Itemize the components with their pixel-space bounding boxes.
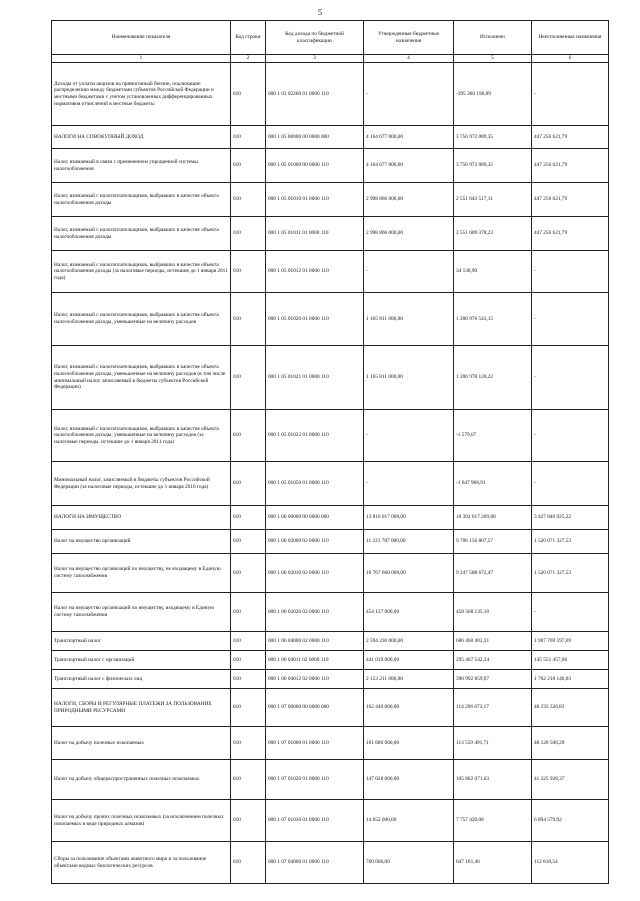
row-name: Налог на имущество организаций: [52, 530, 231, 554]
row-budget-code: 000 1 05 01022 01 0000 110: [266, 410, 364, 462]
row-name: Транспортный налог с физических лиц: [52, 670, 231, 689]
row-name: Налог на добычу общераспространенных полезных ископаемых: [52, 760, 231, 800]
row-executed: 686 460 402,31: [454, 632, 532, 651]
row-budget-code: 000 1 07 00000 00 0000 000: [266, 689, 364, 727]
row-unexecuted: -: [532, 251, 609, 293]
header-name: Наименование показателя: [52, 21, 231, 55]
table-row: [52, 217, 609, 251]
row-line-code: 010: [231, 63, 266, 126]
row-approved: 4 164 677 000,00: [364, 149, 454, 183]
row-approved: -: [364, 410, 454, 462]
row-approved: 2 594 230 000,00: [364, 632, 454, 651]
row-budget-code: 000 1 06 02020 02 0000 110: [266, 593, 364, 632]
row-budget-code: 000 1 05 01020 01 0000 110: [266, 293, 364, 346]
row-executed: 105 802 071,63: [454, 760, 532, 800]
row-line-code: 010: [231, 554, 266, 593]
row-name: Доходы от уплаты акцизов на прямогонный бензин, подлежащие распределению между бюджетами субъектов Российской Федерации и местными бюджетами с учетом установленных дифференцированных нормативов отчислений в местные бюджеты: [52, 63, 231, 126]
row-budget-code: 000 1 07 01000 01 0000 110: [266, 727, 364, 760]
row-approved: 441 019 000,00: [364, 651, 454, 670]
table-row: [52, 760, 609, 800]
budget-execution-table: [51, 20, 609, 884]
row-line-code: 010: [231, 462, 266, 506]
row-unexecuted: 112 818,54: [532, 842, 609, 884]
row-name: НАЛОГИ НА СОВОКУПНЫЙ ДОХОД: [52, 126, 231, 149]
row-budget-code: 000 1 06 04011 02 0000 110: [266, 651, 364, 670]
table-row: [52, 689, 609, 727]
row-approved: 1 165 811 000,00: [364, 293, 454, 346]
row-unexecuted: 447 256 621,79: [532, 183, 609, 217]
row-executed: 3 756 972 089,35: [454, 126, 532, 149]
row-line-code: 010: [231, 632, 266, 651]
row-name: НАЛОГИ, СБОРЫ И РЕГУЛЯРНЫЕ ПЛАТЕЖИ ЗА ПОЛЬЗОВАНИЕ ПРИРОДНЫМИ РЕСУРСАМИ: [52, 689, 231, 727]
table-row: [52, 63, 609, 126]
row-approved: 13 816 017 000,00: [364, 506, 454, 530]
row-approved: 2 998 866 000,00: [364, 217, 454, 251]
row-line-code: 010: [231, 126, 266, 149]
row-executed: 2 551 609 378,23: [454, 217, 532, 251]
row-approved: 147 028 000,00: [364, 760, 454, 800]
row-budget-code: 000 1 07 01020 01 0000 110: [266, 760, 364, 800]
row-executed: -1 647 968,91: [454, 462, 532, 506]
row-unexecuted: -: [532, 462, 609, 506]
row-line-code: 010: [231, 760, 266, 800]
row-unexecuted: -: [532, 593, 609, 632]
header-line-code: Код строки: [231, 21, 266, 55]
row-name: Налог, взимаемый в связи с применением упрощенной системы налогообложения: [52, 149, 231, 183]
row-unexecuted: 48 233 326,83: [532, 689, 609, 727]
row-line-code: 010: [231, 217, 266, 251]
row-unexecuted: 447 256 621,79: [532, 149, 609, 183]
table-row: [52, 251, 609, 293]
row-line-code: 010: [231, 727, 266, 760]
row-name: Налог на добычу прочих полезных ископаемых (за исключением полезных ископаемых в виде природных алмазов): [52, 800, 231, 842]
row-unexecuted: 447 256 621,79: [532, 126, 609, 149]
table-row: [52, 462, 609, 506]
row-executed: 1 206 978 120,22: [454, 346, 532, 410]
row-approved: 760 000,00: [364, 842, 454, 884]
row-line-code: 010: [231, 530, 266, 554]
row-executed: -1 579,07: [454, 410, 532, 462]
row-approved: 10 767 660 000,00: [364, 554, 454, 593]
header-budget-code: Код дохода по бюджетной классификации: [266, 21, 364, 55]
row-unexecuted: -: [532, 63, 609, 126]
column-number: 4: [364, 55, 454, 63]
row-executed: 3 756 972 089,35: [454, 149, 532, 183]
row-line-code: 010: [231, 293, 266, 346]
row-name: НАЛОГИ НА ИМУЩЕСТВО: [52, 506, 231, 530]
row-executed: 9 706 156 807,57: [454, 530, 532, 554]
table-row: [52, 293, 609, 346]
row-unexecuted: 6 894 579,92: [532, 800, 609, 842]
row-unexecuted: 3 427 840 925,22: [532, 506, 609, 530]
table-row: [52, 346, 609, 410]
row-executed: 10 392 617 209,88: [454, 506, 532, 530]
row-line-code: 010: [231, 251, 266, 293]
row-budget-code: 000 1 05 00000 00 0000 000: [266, 126, 364, 149]
row-unexecuted: -: [532, 346, 609, 410]
row-executed: -395 360 190,89: [454, 63, 532, 126]
row-budget-code: 000 1 06 04000 02 0000 110: [266, 632, 364, 651]
row-line-code: 010: [231, 670, 266, 689]
table-row: [52, 842, 609, 884]
row-approved: 14 652 000,00: [364, 800, 454, 842]
row-line-code: 010: [231, 506, 266, 530]
row-name: Сборы за пользование объектами животного мира и за пользование объектами водных биологических ресурсов: [52, 842, 231, 884]
row-budget-code: 000 1 06 04012 02 0000 110: [266, 670, 364, 689]
row-name: Транспортный налог с организаций: [52, 651, 231, 670]
table-row: [52, 632, 609, 651]
column-number-row: [52, 55, 609, 63]
row-approved: 1 165 811 000,00: [364, 346, 454, 410]
page-number: 5: [318, 8, 322, 17]
row-line-code: 010: [231, 593, 266, 632]
row-budget-code: 000 1 05 01010 01 0000 110: [266, 183, 364, 217]
row-name: Налог, взимаемый с налогоплательщиков, выбравших в качестве объекта налогообложения доходы: [52, 217, 231, 251]
row-approved: 2 998 866 000,00: [364, 183, 454, 217]
row-executed: 9 247 588 672,47: [454, 554, 532, 593]
table-row: [52, 554, 609, 593]
column-number: 6: [532, 55, 609, 63]
row-unexecuted: 447 256 621,79: [532, 217, 609, 251]
row-name: Налог, взимаемый с налогоплательщиков, выбравших в качестве объекта налогообложения доходы (за налоговые периоды, истекшие до 1 января 2011 года): [52, 251, 231, 293]
row-executed: 34 138,90: [454, 251, 532, 293]
table-row: [52, 593, 609, 632]
row-executed: 1 206 976 541,15: [454, 293, 532, 346]
row-approved: -: [364, 251, 454, 293]
row-executed: 2 551 643 517,11: [454, 183, 532, 217]
row-unexecuted: 145 551 457,66: [532, 651, 609, 670]
row-approved: 162 440 000,00: [364, 689, 454, 727]
row-name: Налог, взимаемый с налогоплательщиков, выбравших в качестве объекта налогообложения доходы, уменьшенные на величину расходов: [52, 293, 231, 346]
row-name: Минимальный налог, зачисляемый в бюджеты субъектов Российской Федерации (за налоговые периоды, истекшие до 1 января 2016 года): [52, 462, 231, 506]
row-budget-code: 000 1 05 01012 01 0000 110: [266, 251, 364, 293]
row-unexecuted: -: [532, 293, 609, 346]
row-line-code: 010: [231, 183, 266, 217]
row-line-code: 010: [231, 346, 266, 410]
table-row: [52, 530, 609, 554]
row-unexecuted: 1 907 769 597,69: [532, 632, 609, 651]
row-executed: 647 181,46: [454, 842, 532, 884]
row-line-code: 010: [231, 689, 266, 727]
row-executed: 295 467 542,34: [454, 651, 532, 670]
row-name: Налог на добычу полезных ископаемых: [52, 727, 231, 760]
row-name: Налог, взимаемый с налогоплательщиков, выбравших в качестве объекта налогообложения доходы: [52, 183, 231, 217]
header-executed: Исполнено: [454, 21, 532, 55]
table-row: [52, 727, 609, 760]
row-approved: -: [364, 462, 454, 506]
row-approved: -: [364, 63, 454, 126]
row-line-code: 010: [231, 651, 266, 670]
table-body: [52, 63, 609, 884]
row-approved: 11 221 787 000,00: [364, 530, 454, 554]
row-approved: 2 153 211 000,00: [364, 670, 454, 689]
table-row: [52, 800, 609, 842]
row-budget-code: 000 1 05 01021 01 0000 110: [266, 346, 364, 410]
row-approved: 454 127 000,00: [364, 593, 454, 632]
row-line-code: 010: [231, 149, 266, 183]
row-line-code: 010: [231, 410, 266, 462]
table-row: [52, 410, 609, 462]
table-row: [52, 670, 609, 689]
row-budget-code: 000 1 05 01011 01 0000 110: [266, 217, 364, 251]
row-name: Налог, взимаемый с налогоплательщиков, выбравших в качестве объекта налогообложения доходы, уменьшенные на величину расходов (в том числе минимальный налог, зачисляемый в бюджеты субъектов Российской Федерации): [52, 346, 231, 410]
row-budget-code: 000 1 07 01030 01 0000 110: [266, 800, 364, 842]
row-name: Налог на имущество организаций по имуществу, не входящему в Единую систему газоснабжения: [52, 554, 231, 593]
row-unexecuted: -: [532, 410, 609, 462]
table-row: [52, 651, 609, 670]
row-executed: 7 757 420,08: [454, 800, 532, 842]
header-approved: Утвержденные бюджетные назначения: [364, 21, 454, 55]
row-line-code: 010: [231, 800, 266, 842]
row-budget-code: 000 1 07 04000 01 0000 110: [266, 842, 364, 884]
row-unexecuted: 41 225 928,37: [532, 760, 609, 800]
column-number: 2: [231, 55, 266, 63]
row-budget-code: 000 1 03 02260 01 0000 110: [266, 63, 364, 126]
row-unexecuted: 48 120 508,29: [532, 727, 609, 760]
row-line-code: 010: [231, 842, 266, 884]
table-row: [52, 183, 609, 217]
row-budget-code: 000 1 06 02010 02 0000 110: [266, 554, 364, 593]
row-approved: 4 164 677 000,00: [364, 126, 454, 149]
header-row: [52, 21, 609, 55]
column-number: 3: [266, 55, 364, 63]
row-executed: 458 568 135,10: [454, 593, 532, 632]
row-name: Налог, взимаемый с налогоплательщиков, выбравших в качестве объекта налогообложения доходы, уменьшенные на величину расходов (за налоговые периоды, истекшие до 1 января 2011 года): [52, 410, 231, 462]
row-executed: 390 992 859,97: [454, 670, 532, 689]
table-row: [52, 149, 609, 183]
row-budget-code: 000 1 06 00000 00 0000 000: [266, 506, 364, 530]
column-number: 1: [52, 55, 231, 63]
row-budget-code: 000 1 05 01050 01 0000 110: [266, 462, 364, 506]
row-budget-code: 000 1 06 02000 02 0000 110: [266, 530, 364, 554]
row-name: Транспортный налог: [52, 632, 231, 651]
row-unexecuted: 1 520 071 327,53: [532, 554, 609, 593]
row-approved: 161 680 000,00: [364, 727, 454, 760]
row-executed: 114 206 673,17: [454, 689, 532, 727]
row-executed: 113 559 491,71: [454, 727, 532, 760]
row-budget-code: 000 1 05 01000 00 0000 110: [266, 149, 364, 183]
row-unexecuted: 1 520 071 327,53: [532, 530, 609, 554]
row-name: Налог на имущество организаций по имуществу, входящему в Единую систему газоснабжения: [52, 593, 231, 632]
row-unexecuted: 1 762 218 140,03: [532, 670, 609, 689]
table-row: [52, 506, 609, 530]
column-number: 5: [454, 55, 532, 63]
table-row: [52, 126, 609, 149]
header-unexecuted: Неисполненные назначения: [532, 21, 609, 55]
